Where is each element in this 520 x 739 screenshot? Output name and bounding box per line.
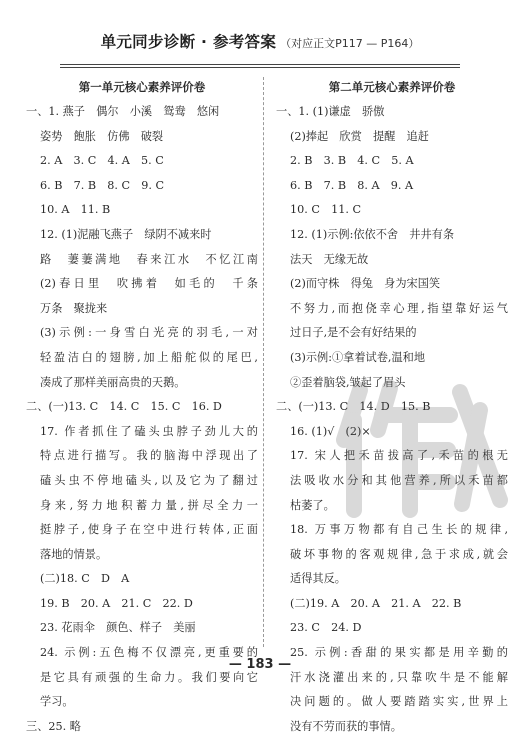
left-answer-line: 磕头虫不停地磕头,以及它为了翻过 xyxy=(40,473,258,487)
left-answer-line: 学习。 xyxy=(40,695,74,709)
left-answer-line: 是它具有顽强的生命力。我们要向它 xyxy=(40,670,258,684)
column-divider xyxy=(263,77,264,647)
right-answer-line: 17. 宋人把禾苗拔高了,禾苗的根无 xyxy=(290,449,508,463)
left-answer-line: (二)18. C D A xyxy=(40,572,130,586)
left-answer-line: 身来,努力地积蓄力量,拼尽全力一 xyxy=(40,498,258,512)
right-answer-line: 枯萎了。 xyxy=(290,498,335,512)
left-answer-line: 17. 作者抓住了磕头虫脖子劲儿大的 xyxy=(40,424,258,438)
left-answer-line: (3)示例:一身雪白光亮的羽毛,一对 xyxy=(40,326,258,340)
right-answer-line: ②歪着脑袋,皱起了眉头 xyxy=(290,375,406,389)
left-answer-line: 路 萋萋满地 春来江水 不忆江南 xyxy=(40,252,258,266)
unit-2-answer-lines xyxy=(276,100,508,739)
right-answer-line: 法天 无缘无故 xyxy=(290,252,369,266)
header-rule-thin xyxy=(60,67,460,68)
left-answer-line: 落地的情景。 xyxy=(40,547,108,561)
right-answer-line: (2)捧起 欣赏 提醒 追赶 xyxy=(290,129,429,143)
right-answer-line: 12. (1)示例:依依不舍 井井有条 xyxy=(290,227,455,241)
left-answer-line: 12. (1)泥融飞燕子 绿阴不减来时 xyxy=(40,227,212,241)
right-answer-line: 适得其反。 xyxy=(290,572,346,586)
left-answer-line: 6. B 7. B 8. C 9. C xyxy=(40,178,165,192)
right-answer-line: 23. C 24. D xyxy=(290,621,362,635)
right-answer-line: 25. 示例:香甜的果实都是用辛勤的 xyxy=(290,646,508,660)
unit-1-title: 第一单元核心素养评价卷 xyxy=(78,80,206,94)
left-answer-line: 10. A 11. B xyxy=(40,203,111,217)
left-answer-line: 特点进行描写。我的脑海中浮现出了 xyxy=(40,449,258,463)
header-page-range: （对应正文P117 — P164） xyxy=(280,37,420,50)
left-answer-line: 万条 聚拢来 xyxy=(40,301,108,315)
right-answer-line: 破坏事物的客观规律,急于求成,就会 xyxy=(290,547,508,561)
left-answer-line: 挺脖子,使身子在空中进行转体,正面 xyxy=(40,523,258,537)
right-answer-line: 决问题的。做人要踏踏实实,世界上 xyxy=(290,695,508,709)
unit-2-title: 第二单元核心素养评价卷 xyxy=(328,80,456,94)
right-answer-line: 二、(一)13. C 14. D 15. B xyxy=(276,400,431,414)
right-answer-line: 过日子,是不会有好结果的 xyxy=(290,326,417,340)
header-title: 单元同步诊断 · 参考答案 xyxy=(100,33,277,51)
right-answer-line: (2)而守株 得兔 身为宋国笑 xyxy=(290,277,441,291)
right-answer-line: 18. 万事万物都有自己生长的规律, xyxy=(290,523,508,537)
unit-2-answers-column xyxy=(276,74,508,739)
left-answer-line: 一、1. 燕子 偶尔 小溪 鸳鸯 悠闲 xyxy=(26,105,220,118)
page-number: — 183 — xyxy=(228,657,292,672)
right-answer-line: 2. B 3. B 4. C 5. A xyxy=(290,154,414,168)
left-answer-line: 凑成了那样美丽高贵的天鹅。 xyxy=(40,375,186,389)
right-answer-line: 法吸收水分和其他营养,所以禾苗都 xyxy=(290,473,508,487)
answer-key-header xyxy=(0,30,520,50)
unit-1-answers-column xyxy=(26,74,258,739)
left-answer-line: 三、25. 略 xyxy=(26,719,81,733)
left-answer-line: 2. A 3. C 4. A 5. C xyxy=(40,154,164,168)
left-answer-line: 23. 花雨伞 颜色、样子 美丽 xyxy=(40,621,196,635)
right-answer-line: 汗水浇灌出来的,只靠吹牛是不能解 xyxy=(290,670,508,684)
right-answer-line: 没有不劳而获的事情。 xyxy=(290,719,402,733)
left-answer-line: 轻盈洁白的翅膀,加上船舵似的尾巴, xyxy=(40,350,258,364)
left-answer-line: 二、(一)13. C 14. C 15. C 16. D xyxy=(26,400,222,414)
right-answer-line: 不努力,而抱侥幸心理,指望靠好运气 xyxy=(290,301,508,315)
unit-1-answer-lines xyxy=(26,100,258,739)
right-answer-line: 一、1. (1)谦虚 骄傲 xyxy=(276,105,385,118)
header-rule-thick xyxy=(60,64,460,65)
left-answer-line: 姿势 飽胀 仿佛 破裂 xyxy=(40,129,164,143)
right-answer-line: (3)示例:①拿着试卷,温和地 xyxy=(290,350,426,364)
right-answer-line: (二)19. A 20. A 21. A 22. B xyxy=(290,596,462,610)
left-answer-line: 24. 示例:五色梅不仅漂亮,更重要的 xyxy=(40,646,258,660)
right-answer-line: 10. C 11. C xyxy=(290,203,362,217)
right-answer-line: 6. B 7. B 8. A 9. A xyxy=(290,178,414,192)
left-answer-line: 19. B 20. A 21. C 22. D xyxy=(40,596,193,610)
right-answer-line: 16. (1)√ (2)× xyxy=(290,424,371,438)
left-answer-line: (2)春日里 吹拂着 如毛的 千条 xyxy=(40,277,258,291)
